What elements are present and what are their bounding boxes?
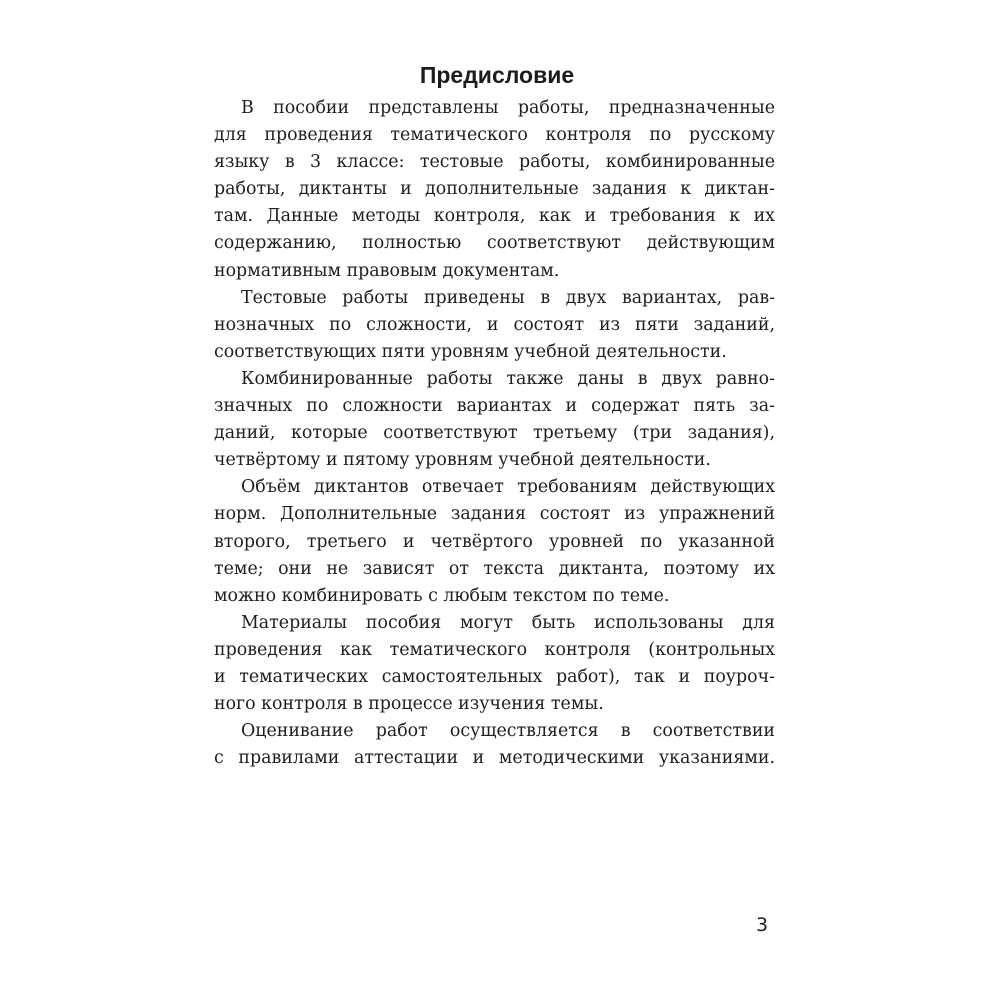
- text-line: Материалы пособия могут быть использованы для: [241, 612, 775, 633]
- text-line: значных по сложности вариантах и содержат пять за-: [214, 396, 775, 417]
- paragraph-2: [214, 285, 775, 366]
- text-line: даний, которые соответствуют третьему (три задания),: [214, 423, 775, 444]
- text-line: можно комбинировать с любым текстом по теме.: [214, 585, 670, 606]
- text-line: работы, диктанты и дополнительные задания к диктан-: [214, 179, 775, 200]
- text-line: нормативным правовым документам.: [214, 260, 560, 281]
- text-line: теме; они не зависят от текста диктанта, поэтому их: [214, 558, 775, 579]
- text-line: для проведения тематического контроля по русскому: [214, 125, 775, 146]
- text-line: и тематических самостоятельных работ), так и поуроч-: [214, 666, 775, 687]
- text-line: четвёртому и пятому уровням учебной деятельности.: [214, 450, 711, 471]
- text-line: содержанию, полностью соответствуют действующим: [214, 233, 775, 254]
- text-line: нозначных по сложности, и состоят из пяти заданий,: [214, 314, 775, 335]
- paragraph-6: [214, 718, 775, 772]
- paragraph-1: [214, 95, 775, 285]
- paragraph-4: [214, 474, 775, 609]
- text-line: там. Данные методы контроля, как и требования к их: [214, 206, 775, 227]
- page-title: Предисловие: [419, 62, 575, 88]
- text-line: Комбинированные работы также даны в двух равно-: [241, 368, 775, 389]
- text-line: соответствующих пяти уровням учебной деятельности.: [214, 341, 727, 362]
- text-line: проведения как тематического контроля (контрольных: [214, 639, 775, 660]
- text-line: Оценивание работ осуществляется в соответствии: [241, 721, 775, 742]
- text-line: второго, третьего и четвёртого уровней по указанной: [214, 531, 775, 552]
- text-line: Объём диктантов отвечает требованиям действующих: [241, 477, 775, 498]
- paragraph-3: [214, 366, 775, 474]
- text-line: Тестовые работы приведены в двух вариантах, рав-: [241, 287, 775, 308]
- text-line: В пособии представлены работы, предназначенные: [241, 98, 775, 118]
- text-line: языку в 3 классе: тестовые работы, комбинированные: [214, 152, 775, 173]
- paragraph-5: [214, 610, 775, 718]
- preface-body: [214, 95, 775, 772]
- text-line: норм. Дополнительные задания состоят из упражнений: [214, 504, 775, 525]
- text-line: с правилами аттестации и методическими указаниями.: [214, 748, 775, 769]
- text-line: ного контроля в процессе изучения темы.: [214, 694, 604, 715]
- page-number: 3: [756, 914, 769, 936]
